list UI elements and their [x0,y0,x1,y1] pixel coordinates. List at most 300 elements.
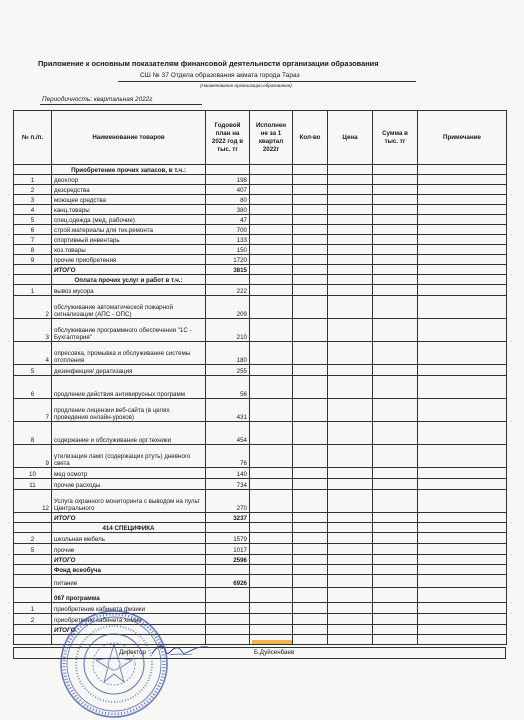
row-number: 2 [14,533,52,544]
table-row [14,479,507,490]
item-name: обслуживание автоматической пожарной сигнализации (АПС - ОПС) [52,296,206,319]
item-name: хоз.товары [52,245,206,255]
table-cell [418,175,507,185]
item-name: деохлор [52,175,206,185]
total-label: ИТОГО [52,555,206,565]
table-cell [373,533,418,544]
table-cell [418,422,507,445]
table-row [14,513,507,523]
table-cell [293,342,328,365]
table-cell [293,319,328,342]
row-number: 7 [14,399,52,422]
table-cell [418,479,507,490]
table-cell [373,490,418,513]
table-cell [418,513,507,523]
table-cell [14,625,52,635]
table-cell [418,555,507,565]
table-cell [206,523,250,533]
table-cell [14,588,52,603]
row-number: 1 [14,285,52,296]
table-cell [293,533,328,544]
item-name: канц.товары [52,205,206,215]
table-cell [328,625,373,635]
row-number: 4 [14,205,52,215]
row-number: 12 [14,490,52,513]
item-name: вывоз мусора [52,285,206,296]
table-cell [250,565,293,575]
table-row [14,555,507,565]
table-row [14,245,507,255]
table-cell [373,319,418,342]
table-cell [328,275,373,285]
table-cell [250,399,293,422]
table-cell [418,565,507,575]
plan-value: 734 [206,479,250,490]
table-cell [418,575,507,588]
table-cell [373,275,418,285]
item-name: дезинфекция/ дератизация [52,365,206,376]
table-row [14,533,507,544]
table-cell [418,275,507,285]
plan-value: 1720 [206,255,250,265]
plan-value: 209 [206,296,250,319]
plan-value: 150 [206,245,250,255]
plan-value: 198 [206,175,250,185]
table-row [14,185,507,195]
plan-value: 76 [206,445,250,468]
table-cell [250,319,293,342]
plan-value: 210 [206,319,250,342]
table-cell [328,235,373,245]
table-cell [250,225,293,235]
table-cell [328,513,373,523]
row-number: 6 [14,376,52,399]
organization-caption: (Наименование организации образования) [200,83,292,88]
plan-value: 1017 [206,544,250,555]
table-cell [293,635,328,645]
table-cell [293,523,328,533]
table-row [14,342,507,365]
table-cell [14,635,52,645]
table-cell [373,523,418,533]
item-name: мед осмотр [52,468,206,479]
table-cell [206,565,250,575]
item-name: продление лицензии веб-сайта (в целях проведения онлайн-уроков) [52,399,206,422]
table-cell [373,544,418,555]
table-cell [328,399,373,422]
table-cell [250,195,293,205]
table-cell [328,533,373,544]
table-cell [293,275,328,285]
table-cell [373,399,418,422]
table-cell [418,533,507,544]
total-label: ИТОГО [52,513,206,523]
item-name: опресовка, промывка и обслуживание системы отопления [52,342,206,365]
table-cell [418,588,507,603]
table-cell [418,205,507,215]
item-name: спортивный инвентарь [52,235,206,245]
table-cell [250,555,293,565]
table-cell [250,479,293,490]
item-name: прочие расходы [52,479,206,490]
table-cell [250,205,293,215]
table-row [14,445,507,468]
table-cell [250,275,293,285]
table-cell [373,205,418,215]
table-cell [293,490,328,513]
table-cell [293,555,328,565]
table-cell [373,479,418,490]
table-cell [418,342,507,365]
table-cell [418,265,507,275]
director-name: Б.Дуйсенбаев [254,649,295,656]
table-cell [373,614,418,625]
table-cell [418,445,507,468]
row-number: 4 [14,342,52,365]
table-cell [250,614,293,625]
director-label: Директор [119,649,146,656]
row-number: 6 [14,225,52,235]
table-cell [373,255,418,265]
table-row [14,235,507,245]
column-header: Исполнен не за 1 квартал 2022г [250,111,293,165]
table-cell [418,319,507,342]
total-value: 3237 [206,513,250,523]
item-name: прочие [52,544,206,555]
item-name: школьная мебель [52,533,206,544]
table-cell [418,614,507,625]
row-number: 2 [14,614,52,625]
table-cell [328,422,373,445]
row-number: 3 [14,195,52,205]
table-cell [328,575,373,588]
table-cell [206,165,250,175]
total-value: 2596 [206,555,250,565]
table-cell [293,205,328,215]
row-number: 2 [14,296,52,319]
table-cell [418,376,507,399]
table-cell [328,255,373,265]
table-cell [293,195,328,205]
row-number: 2 [14,185,52,195]
table-cell [328,468,373,479]
table-cell [250,265,293,275]
table-cell [418,215,507,225]
table-cell [250,490,293,513]
official-seal-stamp [58,608,170,720]
table-cell [250,422,293,445]
item-name: содержание и обслуживание орг.техники [52,422,206,445]
table-cell [250,588,293,603]
row-number: 11 [14,479,52,490]
row-number: 8 [14,245,52,255]
table-cell [250,235,293,245]
table-cell [250,342,293,365]
table-cell [293,235,328,245]
table-cell [293,588,328,603]
item-name: дезсредства [52,185,206,195]
table-cell [293,285,328,296]
table-cell [14,565,52,575]
column-header: Цена [328,111,373,165]
table-cell [373,245,418,255]
director-signature [150,640,210,660]
table-cell [373,445,418,468]
item-name: Услуга охранного мониторинга с выводом на пульт Центрального [52,490,206,513]
table-row [14,165,507,175]
table-cell [328,565,373,575]
table-cell [293,399,328,422]
total-value: 3815 [206,265,250,275]
table-row [14,588,507,603]
table-cell [250,175,293,185]
table-cell [293,625,328,635]
column-header: Наименование товаров [52,111,206,165]
table-cell [293,422,328,445]
table-cell [418,185,507,195]
table-cell [373,555,418,565]
row-number: 5 [14,365,52,376]
row-number: 5 [14,215,52,225]
table-cell [418,285,507,296]
table-cell [328,205,373,215]
table-cell [328,544,373,555]
item-name: питание [52,575,206,588]
table-row [14,376,507,399]
column-header: № п./п. [14,111,52,165]
table-row [14,225,507,235]
plan-value: 80 [206,195,250,205]
table-cell [328,265,373,275]
table-cell [418,195,507,205]
table-cell [373,513,418,523]
row-number [14,575,52,588]
table-cell [373,185,418,195]
table-cell [206,275,250,285]
table-cell [328,376,373,399]
table-cell [373,575,418,588]
plan-value: 700 [206,225,250,235]
table-cell [328,225,373,235]
section-heading: Приобретение прочих запасов, в т.ч.: [52,165,206,175]
table-cell [328,215,373,225]
table-cell [418,523,507,533]
row-number: 1 [14,603,52,614]
table-cell [293,296,328,319]
row-number: 1 [14,175,52,185]
section-heading: Оплата прочих услуг и работ в т.ч.: [52,275,206,285]
plan-value: 47 [206,215,250,225]
item-name: приобретение кабинета физики [52,603,206,614]
table-header-row [14,111,507,165]
table-cell [293,603,328,614]
table-row [14,575,507,588]
table-row [14,319,507,342]
table-cell [373,195,418,205]
table-cell [293,445,328,468]
table-cell [14,165,52,175]
plan-value: 407 [206,185,250,195]
group-label: Фонд всеобуча [52,565,206,575]
table-row [14,365,507,376]
document-title: Приложение к основным показателям финансовой деятельности организации образования [38,59,379,68]
table-cell [373,376,418,399]
table-cell [418,490,507,513]
table-cell [250,185,293,195]
table-cell [293,245,328,255]
table-row [14,468,507,479]
table-cell [373,175,418,185]
table-row [14,195,507,205]
table-cell [14,265,52,275]
row-number: 7 [14,235,52,245]
item-name: строй.материалы для тек.ремонта [52,225,206,235]
item-name: прочие приобретения [52,255,206,265]
table-cell [293,185,328,195]
table-cell [250,365,293,376]
plan-value: 270 [206,490,250,513]
table-cell [328,614,373,625]
total-value [206,625,250,635]
table-cell [293,575,328,588]
row-number: 9 [14,445,52,468]
item-name: утилизация ламп (содержащих ртуть) дневного света [52,445,206,468]
table-body [14,165,507,645]
table-cell [250,245,293,255]
plan-value: 56 [206,376,250,399]
highlight-mark [252,640,292,644]
table-row [14,490,507,513]
table-cell [328,342,373,365]
table-row [14,175,507,185]
table-row [14,275,507,285]
table-cell [418,365,507,376]
item-name: спец.одежда (мед, рабочие) [52,215,206,225]
table-cell [250,255,293,265]
column-header: Годовой план на 2022 год в тыс. тг [206,111,250,165]
table-cell [293,614,328,625]
row-number: 5 [14,544,52,555]
plan-value: 222 [206,285,250,296]
table-cell [14,523,52,533]
table-cell [373,468,418,479]
table-cell [373,422,418,445]
column-header: Примечание [418,111,507,165]
table-cell [373,603,418,614]
row-number: 10 [14,468,52,479]
table-cell [328,285,373,296]
plan-value [206,614,250,625]
table-cell [293,468,328,479]
table-cell [206,635,250,645]
table-row [14,255,507,265]
table-cell [293,225,328,235]
plan-value: 431 [206,399,250,422]
table-cell [418,165,507,175]
table-cell [250,625,293,635]
table-cell [373,588,418,603]
table-cell [293,265,328,275]
table-cell [250,575,293,588]
table-cell [293,544,328,555]
table-cell [328,490,373,513]
table-cell [250,513,293,523]
table-row [14,215,507,225]
table-cell [328,245,373,255]
table-cell [328,603,373,614]
table-cell [293,479,328,490]
plan-value [206,603,250,614]
table-cell [250,544,293,555]
table-cell [373,625,418,635]
item-name: обслуживание программного обеспечения "1С - Бухгалтерия" [52,319,206,342]
table-cell [328,523,373,533]
table-row [14,422,507,445]
plan-value: 380 [206,205,250,215]
plan-value: 1579 [206,533,250,544]
org-underline [118,81,416,82]
table-cell [250,603,293,614]
table-cell [373,342,418,365]
row-number: 9 [14,255,52,265]
plan-value: 255 [206,365,250,376]
table-cell [14,555,52,565]
table-cell [418,225,507,235]
table-cell [250,468,293,479]
plan-value: 454 [206,422,250,445]
table-cell [328,319,373,342]
table-row [14,205,507,215]
table-cell [373,635,418,645]
group-label: 067 программа [52,588,206,603]
table-cell [328,185,373,195]
table-cell [206,588,250,603]
table-cell [418,625,507,635]
item-name: моющее средства [52,195,206,205]
table-cell [418,544,507,555]
table-cell [328,588,373,603]
table-cell [250,376,293,399]
column-header: Кол-во [293,111,328,165]
plan-value: 133 [206,235,250,245]
table-cell [418,235,507,245]
table-cell [418,603,507,614]
row-number: 3 [14,319,52,342]
total-label: ИТОГО [52,265,206,275]
expenses-table [13,110,507,645]
table-cell [418,255,507,265]
row-number: 8 [14,422,52,445]
table-cell [373,565,418,575]
item-name: приобретение кабинета химии [52,614,206,625]
table-cell [250,285,293,296]
table-cell [373,225,418,235]
table-cell [250,533,293,544]
table-cell [373,365,418,376]
table-cell [373,265,418,275]
table-cell [250,165,293,175]
table-cell [418,245,507,255]
table-cell [418,635,507,645]
section-heading: 414 СПЕЦИФИКА [52,523,206,533]
table-cell [293,513,328,523]
table-cell [328,165,373,175]
table-cell [250,296,293,319]
table-cell [373,165,418,175]
table-cell [293,165,328,175]
table-cell [328,555,373,565]
table-cell [293,215,328,225]
